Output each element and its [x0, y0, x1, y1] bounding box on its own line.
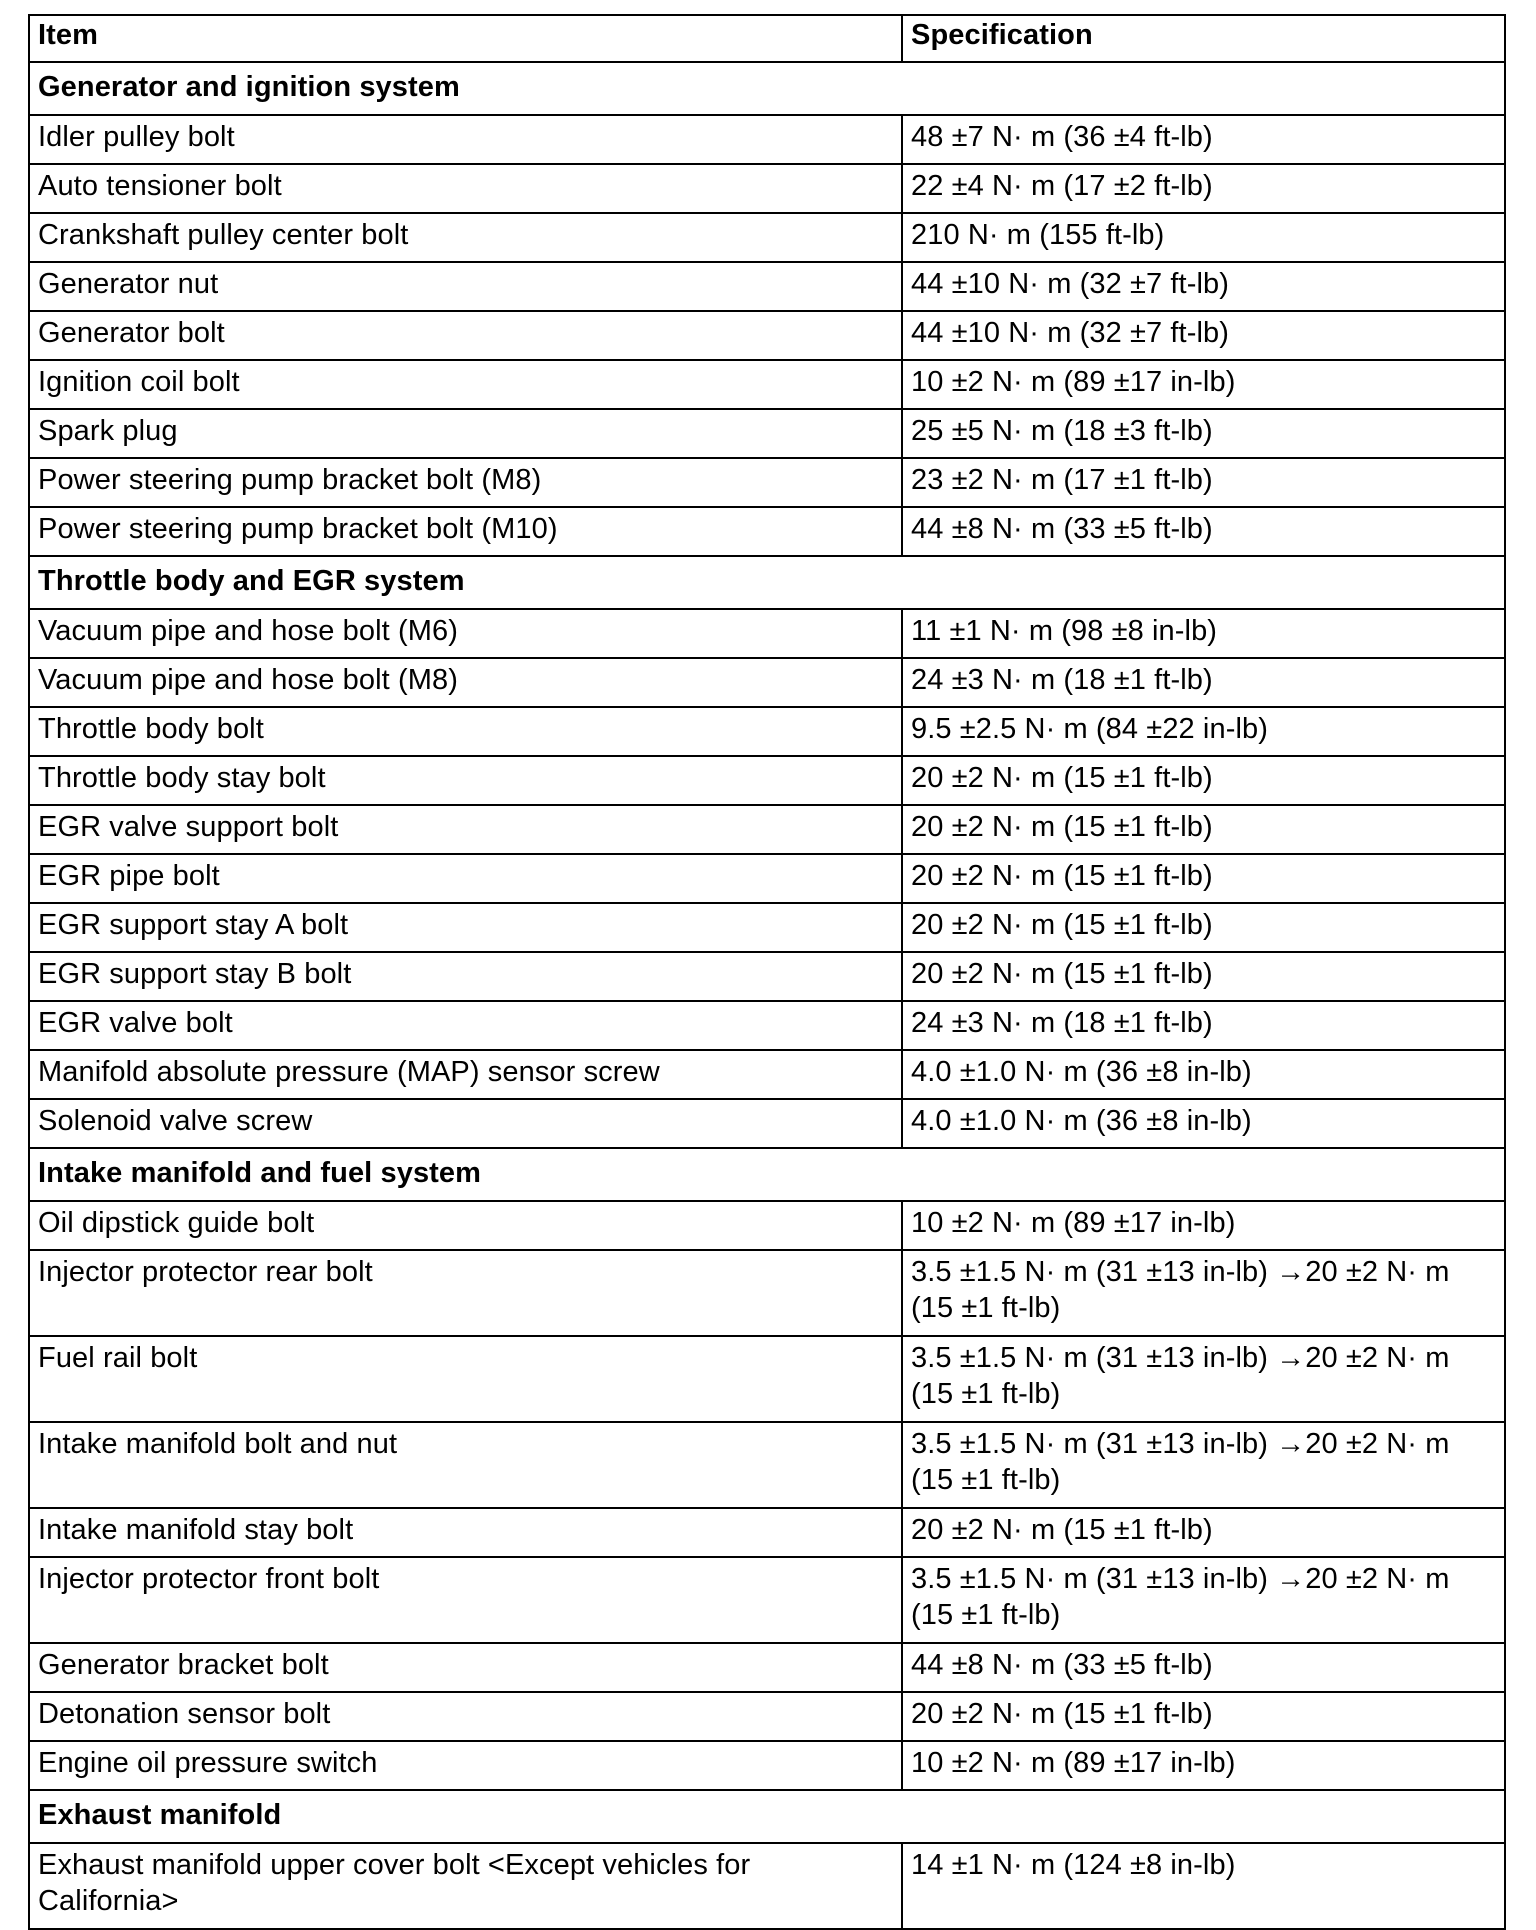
table-row — [29, 458, 1505, 507]
item-cell: Vacuum pipe and hose bolt (M8) — [29, 658, 902, 707]
specification-cell: 9.5 ±2.5 N· m (84 ±22 in-lb) — [902, 707, 1505, 756]
specification-cell: 24 ±3 N· m (18 ±1 ft-lb) — [902, 658, 1505, 707]
specification-cell: 20 ±2 N· m (15 ±1 ft-lb) — [902, 854, 1505, 903]
item-cell: Detonation sensor bolt — [29, 1692, 902, 1741]
item-cell: EGR support stay A bolt — [29, 903, 902, 952]
specification-cell: 4.0 ±1.0 N· m (36 ±8 in-lb) — [902, 1099, 1505, 1148]
table-row — [29, 1557, 1505, 1643]
table-row — [29, 409, 1505, 458]
specification-cell: 44 ±8 N· m (33 ±5 ft-lb) — [902, 507, 1505, 556]
item-cell: Intake manifold stay bolt — [29, 1508, 902, 1557]
table-row — [29, 311, 1505, 360]
table-row — [29, 1050, 1505, 1099]
item-cell: Generator bolt — [29, 311, 902, 360]
specification-cell: 20 ±2 N· m (15 ±1 ft-lb) — [902, 952, 1505, 1001]
table-row — [29, 707, 1505, 756]
table-row — [29, 756, 1505, 805]
item-cell: Intake manifold bolt and nut — [29, 1422, 902, 1508]
table-row — [29, 1692, 1505, 1741]
section-row — [29, 556, 1505, 609]
item-cell: Power steering pump bracket bolt (M8) — [29, 458, 902, 507]
table-row — [29, 1201, 1505, 1250]
section-label: Throttle body and EGR system — [29, 556, 1505, 609]
table-row — [29, 1843, 1505, 1929]
item-cell: Vacuum pipe and hose bolt (M6) — [29, 609, 902, 658]
item-cell: Generator bracket bolt — [29, 1643, 902, 1692]
table-row — [29, 1422, 1505, 1508]
specification-cell: 22 ±4 N· m (17 ±2 ft-lb) — [902, 164, 1505, 213]
section-label: Exhaust manifold — [29, 1790, 1505, 1843]
item-cell: Ignition coil bolt — [29, 360, 902, 409]
item-cell: EGR pipe bolt — [29, 854, 902, 903]
table-row — [29, 1643, 1505, 1692]
header-specification: Specification — [902, 15, 1505, 62]
specification-cell: 20 ±2 N· m (15 ±1 ft-lb) — [902, 756, 1505, 805]
specification-cell: 20 ±2 N· m (15 ±1 ft-lb) — [902, 805, 1505, 854]
specification-cell: 11 ±1 N· m (98 ±8 in-lb) — [902, 609, 1505, 658]
item-cell: EGR valve bolt — [29, 1001, 902, 1050]
item-cell: Exhaust manifold upper cover bolt <Except vehicles for California> — [29, 1843, 902, 1929]
header-row — [29, 15, 1505, 62]
specification-cell: 10 ±2 N· m (89 ±17 in-lb) — [902, 1201, 1505, 1250]
table-row — [29, 115, 1505, 164]
table-row — [29, 854, 1505, 903]
specification-cell: 3.5 ±1.5 N· m (31 ±13 in-lb) →20 ±2 N· m (15 ±1 ft-lb) — [902, 1557, 1505, 1643]
table-row — [29, 1250, 1505, 1336]
item-cell: Injector protector rear bolt — [29, 1250, 902, 1336]
table-row — [29, 952, 1505, 1001]
specification-cell: 20 ±2 N· m (15 ±1 ft-lb) — [902, 1508, 1505, 1557]
table-row — [29, 1336, 1505, 1422]
section-row — [29, 62, 1505, 115]
specification-cell: 23 ±2 N· m (17 ±1 ft-lb) — [902, 458, 1505, 507]
spec-table — [28, 14, 1506, 1930]
item-cell: Throttle body stay bolt — [29, 756, 902, 805]
section-row — [29, 1148, 1505, 1201]
section-label: Intake manifold and fuel system — [29, 1148, 1505, 1201]
item-cell: Fuel rail bolt — [29, 1336, 902, 1422]
item-cell: Spark plug — [29, 409, 902, 458]
item-cell: Power steering pump bracket bolt (M10) — [29, 507, 902, 556]
table-row — [29, 1741, 1505, 1790]
table-row — [29, 609, 1505, 658]
table-row — [29, 1099, 1505, 1148]
table-row — [29, 262, 1505, 311]
specification-cell: 4.0 ±1.0 N· m (36 ±8 in-lb) — [902, 1050, 1505, 1099]
specification-cell: 44 ±10 N· m (32 ±7 ft-lb) — [902, 262, 1505, 311]
table-row — [29, 164, 1505, 213]
table-row — [29, 1508, 1505, 1557]
table-row — [29, 213, 1505, 262]
specification-cell: 3.5 ±1.5 N· m (31 ±13 in-lb) →20 ±2 N· m (15 ±1 ft-lb) — [902, 1422, 1505, 1508]
section-label: Generator and ignition system — [29, 62, 1505, 115]
header-item: Item — [29, 15, 902, 62]
item-cell: Solenoid valve screw — [29, 1099, 902, 1148]
specification-cell: 20 ±2 N· m (15 ±1 ft-lb) — [902, 1692, 1505, 1741]
specification-cell: 44 ±8 N· m (33 ±5 ft-lb) — [902, 1643, 1505, 1692]
item-cell: Idler pulley bolt — [29, 115, 902, 164]
table-row — [29, 658, 1505, 707]
item-cell: Crankshaft pulley center bolt — [29, 213, 902, 262]
item-cell: EGR valve support bolt — [29, 805, 902, 854]
section-row — [29, 1790, 1505, 1843]
specification-cell: 10 ±2 N· m (89 ±17 in-lb) — [902, 360, 1505, 409]
table-row — [29, 360, 1505, 409]
table-row — [29, 805, 1505, 854]
item-cell: Throttle body bolt — [29, 707, 902, 756]
item-cell: Manifold absolute pressure (MAP) sensor screw — [29, 1050, 902, 1099]
specification-cell: 3.5 ±1.5 N· m (31 ±13 in-lb) →20 ±2 N· m (15 ±1 ft-lb) — [902, 1250, 1505, 1336]
specification-cell: 14 ±1 N· m (124 ±8 in-lb) — [902, 1843, 1505, 1929]
specification-cell: 48 ±7 N· m (36 ±4 ft-lb) — [902, 115, 1505, 164]
specification-cell: 44 ±10 N· m (32 ±7 ft-lb) — [902, 311, 1505, 360]
specification-cell: 10 ±2 N· m (89 ±17 in-lb) — [902, 1741, 1505, 1790]
specification-cell: 24 ±3 N· m (18 ±1 ft-lb) — [902, 1001, 1505, 1050]
item-cell: Oil dipstick guide bolt — [29, 1201, 902, 1250]
item-cell: Auto tensioner bolt — [29, 164, 902, 213]
table-row — [29, 903, 1505, 952]
item-cell: Injector protector front bolt — [29, 1557, 902, 1643]
table-row — [29, 1001, 1505, 1050]
specification-cell: 3.5 ±1.5 N· m (31 ±13 in-lb) →20 ±2 N· m (15 ±1 ft-lb) — [902, 1336, 1505, 1422]
item-cell: Engine oil pressure switch — [29, 1741, 902, 1790]
item-cell: EGR support stay B bolt — [29, 952, 902, 1001]
specification-cell: 20 ±2 N· m (15 ±1 ft-lb) — [902, 903, 1505, 952]
table-row — [29, 507, 1505, 556]
specification-cell: 210 N· m (155 ft-lb) — [902, 213, 1505, 262]
item-cell: Generator nut — [29, 262, 902, 311]
specification-cell: 25 ±5 N· m (18 ±3 ft-lb) — [902, 409, 1505, 458]
